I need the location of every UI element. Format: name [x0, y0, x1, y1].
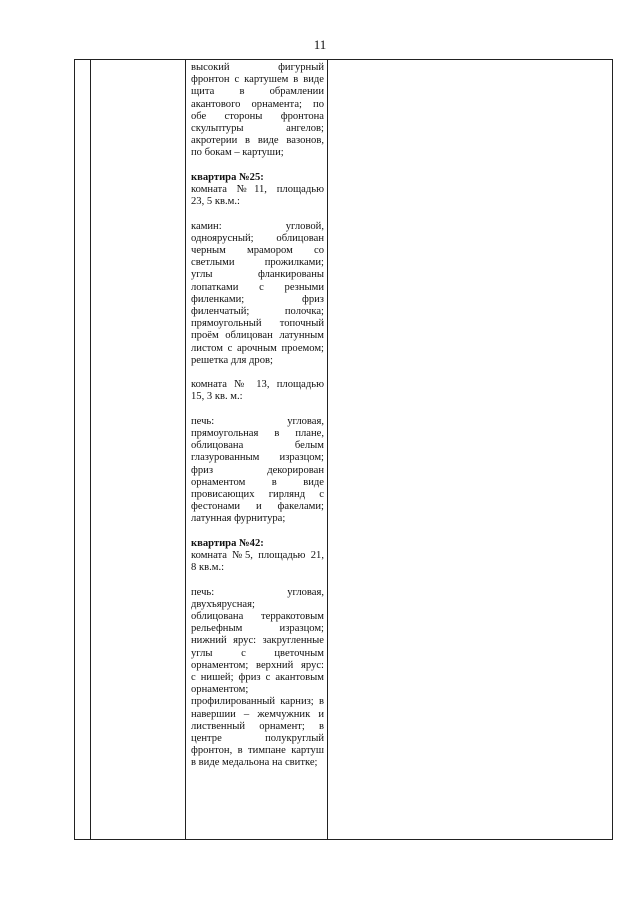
text-line: черным мрамором со	[191, 245, 324, 257]
text-line: фронтон с картушем в виде	[191, 74, 324, 86]
text-line: акантового орнамента; по	[191, 98, 324, 110]
text-line: комната №5, площадью 21,	[191, 550, 324, 562]
text-line: лиственный орнамент; в	[191, 720, 324, 732]
apartment-25-heading: квартира №25:	[191, 171, 264, 183]
description-text	[186, 60, 327, 770]
text-line: профилированный карниз; в	[191, 696, 324, 708]
name-cell	[91, 60, 186, 840]
text-line: двухъярусная;	[191, 598, 255, 610]
text-line: камин: угловой,	[191, 220, 324, 232]
text-line: глазурованным изразцом;	[191, 452, 324, 464]
text-line: облицована белым	[191, 440, 324, 452]
text-line: комната №11, площадью	[191, 184, 324, 196]
text-line: акротерии в виде вазонов,	[191, 135, 324, 147]
text-line: латунная фурнитура;	[191, 513, 286, 525]
text-line: углы с цветочным	[191, 647, 324, 659]
text-line: рельефным изразцом;	[191, 623, 324, 635]
text-line: орнаментом;	[191, 684, 249, 696]
number-cell	[75, 60, 91, 840]
text-line: орнаментом в виде	[191, 476, 324, 488]
text-line: 23, 5 кв.м.:	[191, 196, 240, 208]
notes-cell	[328, 60, 613, 840]
text-line: центре полукруглый	[191, 733, 324, 745]
page-number: 11	[313, 37, 327, 52]
text-line: облицована терракотовым	[191, 611, 324, 623]
text-line: лопатками с резными	[191, 281, 324, 293]
fireplace-description	[191, 221, 324, 367]
text-line: филенчатый; полочка;	[191, 306, 324, 318]
text-line: щита в обрамлении	[191, 86, 324, 98]
text-line: орнаментом; верхний ярус:	[191, 659, 324, 671]
text-line: комната № 13, площадью	[191, 379, 324, 391]
text-line: одноярусный; облицован	[191, 232, 324, 244]
text-line: углы фланкированы	[191, 269, 324, 281]
text-line: с нишей; фриз с акантовым	[191, 672, 324, 684]
text-line: навершии – жемчужник и	[191, 708, 324, 720]
text-line: печь: угловая,	[191, 586, 324, 598]
apartment-42-section	[191, 538, 324, 575]
register-table	[74, 59, 613, 840]
table-row	[75, 60, 613, 840]
text-line: по бокам – картуши;	[191, 147, 284, 159]
text-line: провисающих гирлянд с	[191, 489, 324, 501]
text-line: в виде медальона на свитке;	[191, 757, 318, 769]
room-13-heading	[191, 379, 324, 403]
text-line: обе стороны фронтона	[191, 110, 324, 122]
text-line: скульптуры ангелов;	[191, 123, 324, 135]
text-line: светлыми прожилками;	[191, 257, 324, 269]
text-line: проём облицован латунным	[191, 330, 324, 342]
stove-description	[191, 587, 324, 770]
text-line: фриз декорирован	[191, 464, 324, 476]
text-line: листом с арочным проемом;	[191, 342, 324, 354]
facade-description	[191, 62, 324, 160]
description-cell	[186, 60, 328, 840]
text-line: фронтон, в тимпане картуш	[191, 745, 324, 757]
stove-description	[191, 416, 324, 526]
text-line: решетка для дров;	[191, 354, 273, 366]
text-line: печь: угловая,	[191, 415, 324, 427]
text-line: 8 кв.м.:	[191, 562, 225, 574]
text-line: филенками; фриз	[191, 293, 324, 305]
apartment-25-section	[191, 172, 324, 209]
text-line: нижний ярус: закругленные	[191, 635, 324, 647]
text-line: прямоугольный топочный	[191, 318, 324, 330]
text-line: прямоугольная в плане,	[191, 428, 324, 440]
apartment-42-heading: квартира №42:	[191, 537, 264, 549]
text-line: фестонами и факелами;	[191, 501, 324, 513]
text-line: 15, 3 кв. м.:	[191, 391, 243, 403]
text-line: высокий фигурный	[191, 62, 324, 73]
